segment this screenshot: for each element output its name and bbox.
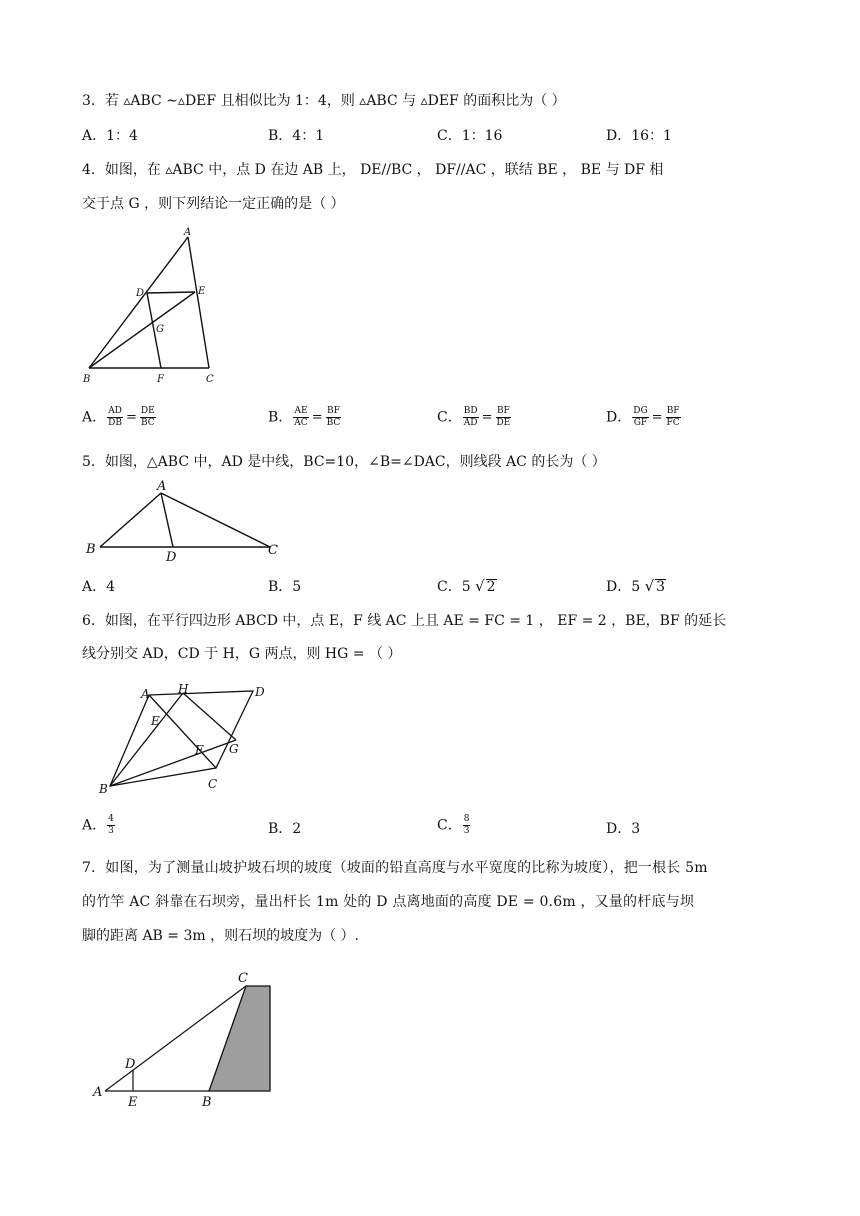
- q4-segment-ab: [89, 237, 188, 368]
- q5-label-c: C: [268, 543, 278, 558]
- q4-option-d: D． $\frac{DG}{GF}$ = $\frac{BF}{FC}$: [606, 406, 680, 428]
- q5-segment-ad: [161, 493, 173, 547]
- q6-option-c-den: 3: [463, 826, 470, 836]
- q6-stem-line2: 线分别交 AD，CD 于 H，G 两点，则 HG = （ ）: [82, 646, 402, 662]
- q4-c-lden: AD: [463, 418, 478, 428]
- q4-d-rden: FC: [666, 418, 680, 428]
- q5-option-a: A．4: [82, 579, 116, 595]
- q5-figure: [80, 476, 290, 566]
- q6-option-b: B．2: [268, 821, 302, 837]
- q6-label-d: D: [255, 685, 265, 699]
- q7-dam-shape: [209, 986, 270, 1091]
- q3-option-a: A．1：4: [82, 128, 138, 144]
- q4-option-c: C． $\frac{BD}{AD}$ = $\frac{BF}{DE}$: [437, 406, 511, 428]
- q6-label-e: E: [151, 714, 160, 728]
- q7-stem-line2: 的竹竿 AC 斜靠在石坝旁，量出杆长 1m 处的 D 点离地面的高度 DE = 0.6m ，又量的杆底与坝: [82, 894, 695, 910]
- q3-option-c: C．1：16: [437, 128, 503, 144]
- q4-option-a-letter: A．: [82, 409, 107, 426]
- q5-option-b: B．5: [268, 579, 302, 595]
- q7-figure: [88, 965, 288, 1110]
- q6-segment-hg: [183, 693, 236, 740]
- q5-label-a: A: [157, 479, 167, 494]
- q4-b-rden: BC: [326, 418, 341, 428]
- q6-option-c: [437, 814, 471, 837]
- q7-label-b: B: [202, 1095, 212, 1110]
- q4-label-g: G: [156, 324, 164, 335]
- q4-a-rnum: DE: [140, 406, 155, 416]
- q7-label-e: E: [128, 1095, 138, 1110]
- q5-segment-ac: [161, 493, 270, 547]
- q3-option-b: B．4：1: [268, 128, 325, 144]
- q6-option-c-num: 8: [463, 814, 470, 824]
- q6-label-g: G: [229, 742, 239, 756]
- q4-stem-line1: 4．如图，在 ▵ABC 中，点 D 在边 AB 上， DE//BC ， DF//AC ，联结 BE ， BE 与 DF 相: [82, 162, 664, 178]
- q5-option-c-prefix: C．5: [437, 579, 476, 595]
- q4-option-a: A． $\frac{AD}{DB}$ = $\frac{DE}{BC}$: [82, 406, 155, 428]
- q3-option-d: D．16：1: [606, 128, 672, 144]
- q6-label-a: A: [141, 687, 150, 701]
- q5-option-d-prefix: D．5: [606, 579, 645, 595]
- q6-label-b: B: [99, 782, 108, 796]
- q7-label-d: D: [125, 1057, 136, 1072]
- q4-c-rden: DE: [496, 418, 511, 428]
- q6-figure: [90, 680, 280, 800]
- q4-a-lden: DB: [108, 418, 122, 428]
- q7-stem-line1: 7．如图，为了测量山坡护坡石坝的坡度（坡面的铅直高度与水平宽度的比称为坡度），把一根长 5m: [82, 860, 708, 876]
- q4-option-b: B． $\frac{AE}{AC}$ = $\frac{BF}{BC}$: [268, 406, 341, 428]
- q4-label-a: A: [184, 227, 192, 238]
- q6-label-c: C: [208, 777, 218, 791]
- q5-label-b: B: [86, 542, 96, 557]
- q5-segment-ab: [100, 493, 161, 547]
- q6-stem-line1: 6．如图，在平行四边形 ABCD 中，点 E，F 线 AC 上且 AE = FC = 1 ， EF = 2 ，BE，BF 的延长: [82, 613, 727, 629]
- q5-option-d-radicand: 3: [656, 579, 666, 595]
- q4-segment-de: [147, 292, 195, 293]
- q7-stem-line3: 脚的距离 AB = 3m ，则石坝的坡度为（ ）.: [82, 928, 360, 944]
- q6-option-a: [82, 814, 116, 837]
- q6-option-a-letter: A．: [82, 817, 107, 834]
- q4-segment-ac: [188, 237, 209, 368]
- q4-option-d-letter: D．: [606, 409, 632, 426]
- q6-option-c-letter: C．: [437, 817, 462, 834]
- q6-label-h: H: [178, 682, 189, 696]
- q6-parallelogram-abcd: [110, 691, 253, 786]
- q4-c-lnum: BD: [463, 406, 478, 416]
- q6-option-a-den: 3: [108, 826, 114, 836]
- q5-option-c-radicand: 2: [486, 579, 496, 595]
- q4-segment-be: [89, 292, 195, 368]
- q4-a-lnum: AD: [108, 406, 122, 416]
- q4-label-d: D: [136, 288, 145, 299]
- q6-option-d: D．3: [606, 821, 641, 837]
- q4-d-lnum: DG: [633, 406, 648, 416]
- q4-figure: [80, 224, 230, 390]
- q4-label-b: B: [83, 374, 91, 385]
- q4-option-b-letter: B．: [268, 409, 293, 426]
- q4-option-c-letter: C．: [437, 409, 462, 426]
- q4-d-rnum: BF: [666, 406, 680, 416]
- q7-label-c: C: [238, 971, 248, 986]
- q4-label-e: E: [198, 286, 206, 297]
- q6-option-a-num: 4: [108, 814, 114, 824]
- q4-label-c: C: [206, 374, 214, 385]
- q4-stem-line2: 交于点 G ，则下列结论一定正确的是（ ）: [82, 196, 345, 212]
- q4-b-lden: AC: [294, 418, 308, 428]
- q4-c-rnum: BF: [496, 406, 510, 416]
- q6-label-f: F: [195, 743, 204, 757]
- q5-option-d: D．5 √ 3: [606, 577, 666, 595]
- q4-b-rnum: BF: [327, 406, 340, 416]
- q4-d-lden: GF: [633, 418, 648, 428]
- q4-b-lnum: AE: [294, 406, 308, 416]
- q7-label-a: A: [93, 1085, 103, 1100]
- q4-label-f: F: [157, 374, 164, 385]
- q5-option-c: C．5 √ 2: [437, 577, 496, 595]
- q3-stem: 3．若 ▵ABC ∼▵DEF 且相似比为 1：4，则 ▵ABC 与 ▵DEF 的面积比为（ ）: [82, 93, 566, 109]
- q5-stem: 5．如图，△ABC 中，AD 是中线，BC=10，∠B=∠DAC，则线段 AC 的长为（ ）: [82, 454, 606, 470]
- q6-diagonal-ac: [149, 695, 216, 768]
- q5-label-d: D: [166, 550, 177, 565]
- q4-a-rden: BC: [140, 418, 155, 428]
